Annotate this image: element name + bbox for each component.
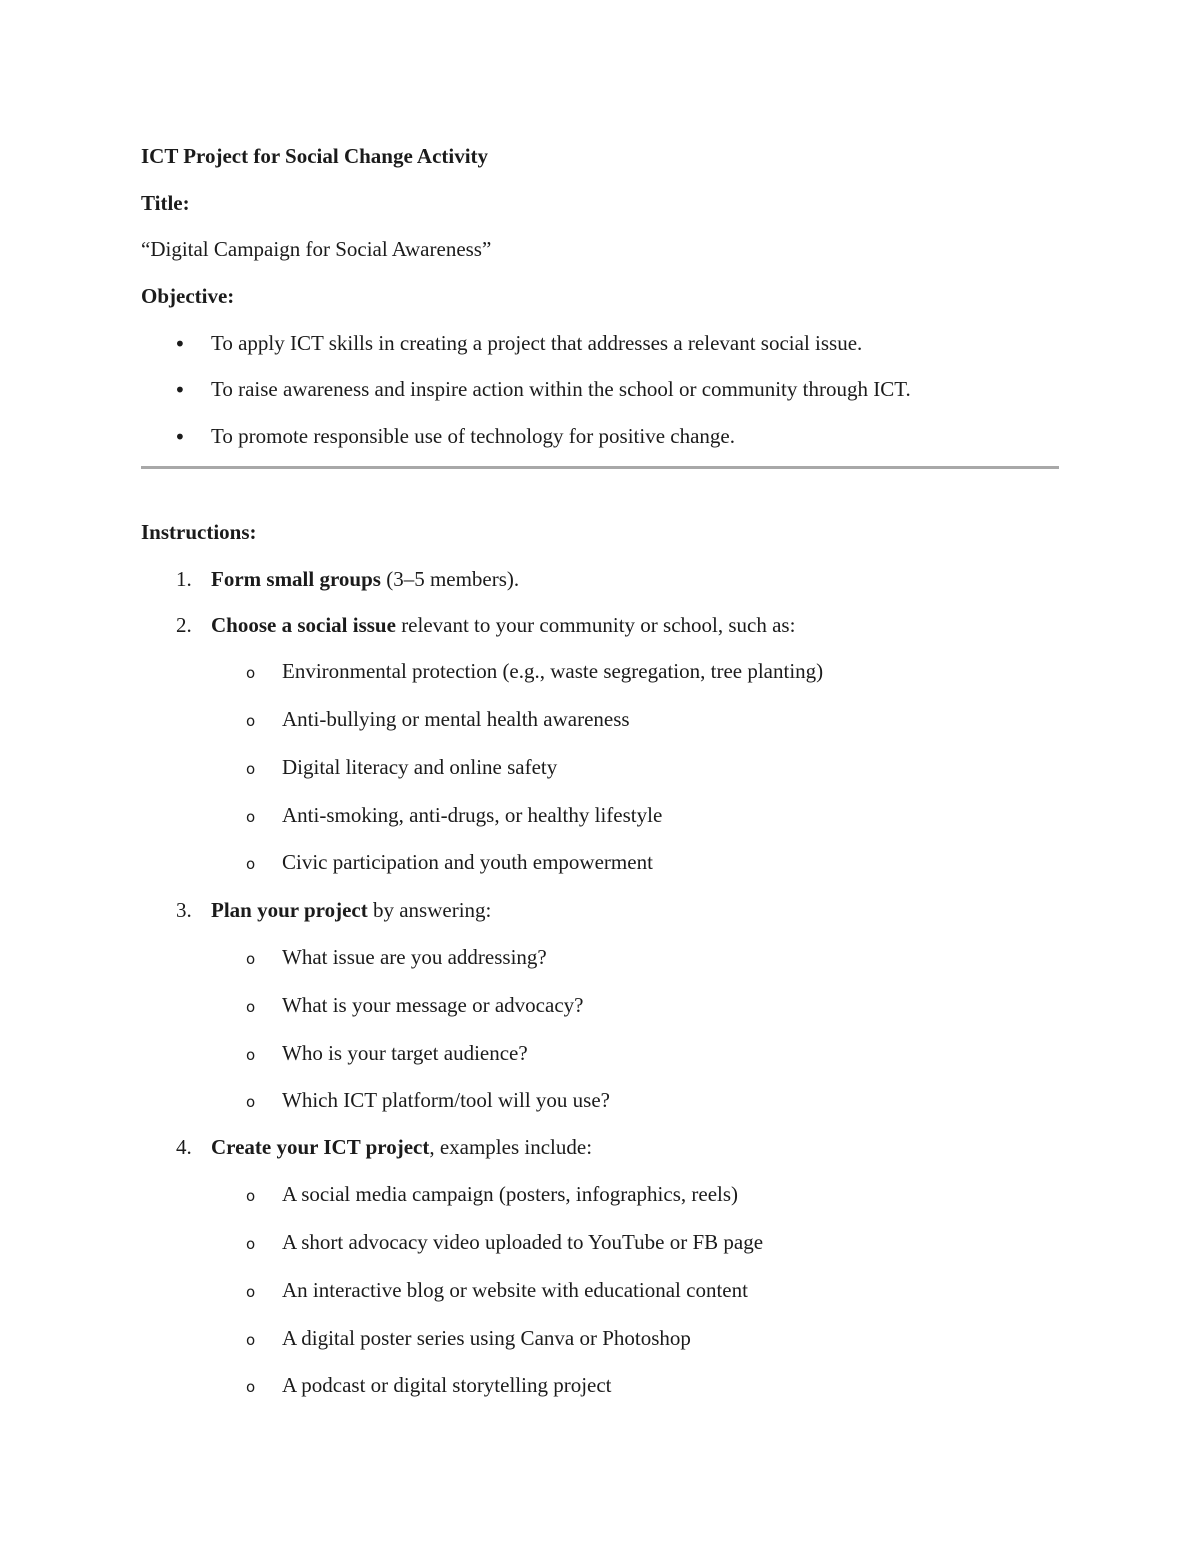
sub-list-item: Who is your target audience?: [282, 1041, 528, 1065]
sub-bullet-icon: o: [246, 1331, 256, 1349]
step-rest-text: (3–5 members).: [380, 567, 520, 591]
step-text: [211, 1137, 592, 1158]
step-number: 1.: [176, 567, 192, 591]
sub-list-item: An interactive blog or website with educational content: [282, 1278, 748, 1302]
sub-bullet-icon: o: [246, 1283, 256, 1301]
horizontal-divider: [141, 466, 1059, 469]
step-bold-text: Choose a social issue: [211, 613, 396, 637]
instructions-label: Instructions:: [141, 520, 257, 544]
sub-list-item: A podcast or digital storytelling project: [282, 1373, 612, 1397]
sub-bullet-icon: o: [246, 950, 256, 968]
sub-list-item: Anti-smoking, anti-drugs, or healthy lifestyle: [282, 803, 663, 827]
step-rest-text: , examples include:: [429, 1135, 593, 1159]
title-label: Title:: [141, 191, 190, 215]
sub-list-item: Anti-bullying or mental health awareness: [282, 707, 630, 731]
sub-list-item: What issue are you addressing?: [282, 945, 547, 969]
step-number: 2.: [176, 613, 192, 637]
step-text: [211, 569, 519, 590]
sub-list-item: Digital literacy and online safety: [282, 755, 558, 779]
sub-list-item: A digital poster series using Canva or Photoshop: [282, 1326, 691, 1350]
step-text: [211, 900, 491, 921]
sub-list-item: Environmental protection (e.g., waste segregation, tree planting): [282, 659, 824, 683]
sub-bullet-icon: o: [246, 1378, 256, 1396]
sub-list-item: Which ICT platform/tool will you use?: [282, 1088, 610, 1112]
objective-item: To promote responsible use of technology for positive change.: [211, 424, 735, 448]
title-value: “Digital Campaign for Social Awareness”: [141, 237, 492, 261]
sub-bullet-icon: o: [246, 808, 256, 826]
sub-list-item: What is your message or advocacy?: [282, 993, 584, 1017]
sub-list-item: A short advocacy video uploaded to YouTube or FB page: [282, 1230, 764, 1254]
step-number: 3.: [176, 898, 192, 922]
bullet-icon: •: [174, 378, 186, 402]
step-bold-text: Create your ICT project: [211, 1135, 430, 1159]
step-bold-text: Form small groups: [211, 567, 381, 591]
sub-list-item: A social media campaign (posters, infographics, reels): [282, 1182, 739, 1206]
sub-bullet-icon: o: [246, 855, 256, 873]
sub-bullet-icon: o: [246, 1046, 256, 1064]
sub-bullet-icon: o: [246, 712, 256, 730]
sub-bullet-icon: o: [246, 1093, 256, 1111]
document-heading: ICT Project for Social Change Activity: [141, 144, 489, 168]
objective-item: To raise awareness and inspire action within the school or community through ICT.: [211, 377, 911, 401]
sub-bullet-icon: o: [246, 1187, 256, 1205]
step-text: [211, 615, 795, 636]
objective-item: To apply ICT skills in creating a project that addresses a relevant social issue.: [211, 331, 863, 355]
bullet-icon: •: [174, 332, 186, 356]
objective-label: Objective:: [141, 284, 235, 308]
sub-bullet-icon: o: [246, 664, 256, 682]
step-rest-text: relevant to your community or school, such as:: [395, 613, 796, 637]
sub-bullet-icon: o: [246, 998, 256, 1016]
bullet-icon: •: [174, 425, 186, 449]
step-bold-text: Plan your project: [211, 898, 368, 922]
sub-bullet-icon: o: [246, 760, 256, 778]
sub-list-item: Civic participation and youth empowerment: [282, 850, 653, 874]
sub-bullet-icon: o: [246, 1235, 256, 1253]
step-number: 4.: [176, 1135, 192, 1159]
step-rest-text: by answering:: [367, 898, 492, 922]
